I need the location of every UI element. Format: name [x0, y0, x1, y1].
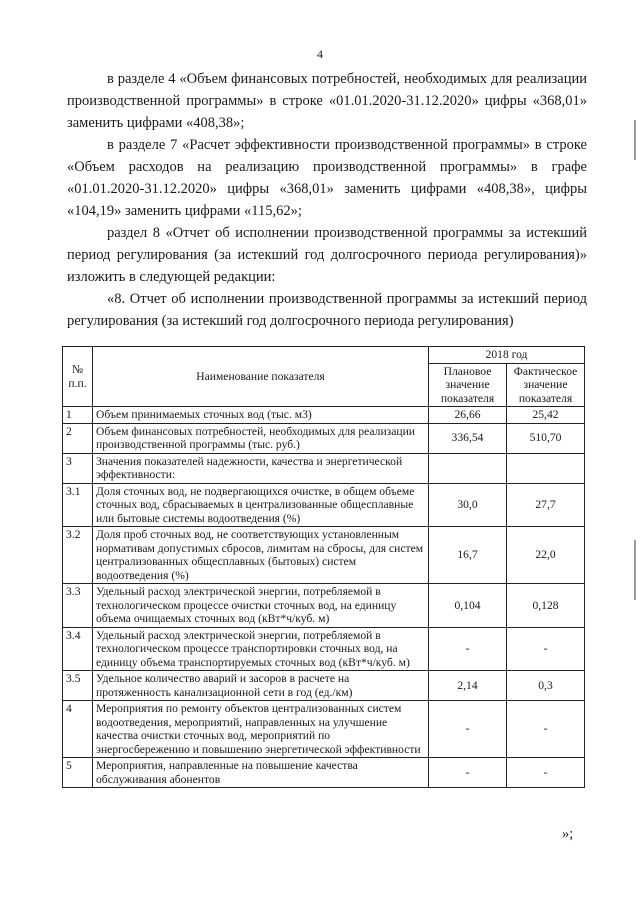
actual-value-cell: -: [507, 627, 585, 671]
paragraph-section-7: [67, 134, 587, 222]
actual-value-cell: -: [507, 758, 585, 788]
planned-value-cell: 30,0: [429, 483, 507, 527]
row-number-cell: 3.3: [63, 584, 93, 628]
planned-value-cell: -: [429, 627, 507, 671]
indicator-name-cell: Удельный расход электрической энергии, потребляемой в технологическом процессе транспортировки сточных вод, на единицу объема транспортируемых сточных вод (кВт*ч/куб. м): [93, 627, 429, 671]
planned-value-cell: 336,54: [429, 423, 507, 453]
paragraph-section-8: [67, 222, 587, 288]
indicator-name-cell: Объем принимаемых сточных вод (тыс. м3): [93, 407, 429, 424]
planned-value-cell: 16,7: [429, 527, 507, 584]
page-number: 4: [317, 47, 323, 61]
table-row: [63, 627, 585, 671]
actual-value-cell: [507, 453, 585, 483]
actual-value-cell: 25,42: [507, 407, 585, 424]
paragraph-text: в разделе 7 «Расчет эффективности производственной программы» в строке «Объем расходов на реализацию производственной программы» в графе «01.01.2020-31.12.2020» цифры «368,01» заменить цифрами «408,38», цифры «104,19» заменить цифрами «115,62»;: [67, 137, 587, 219]
paragraph-section-4: [67, 68, 587, 134]
indicator-name-cell: Мероприятия, направленные на повышение качества обслуживания абонентов: [93, 758, 429, 788]
actual-value-cell: -: [507, 701, 585, 758]
indicator-name-cell: Объем финансовых потребностей, необходимых для реализации производственной программы (тыс. руб.): [93, 423, 429, 453]
actual-value-cell: 0,3: [507, 671, 585, 701]
header-actual: Фактическое значение показателя: [507, 363, 585, 407]
row-number-cell: 3: [63, 453, 93, 483]
header-year: 2018 год: [429, 347, 585, 364]
row-number-cell: 3.2: [63, 527, 93, 584]
actual-value-cell: 22,0: [507, 527, 585, 584]
table-body: [63, 407, 585, 788]
row-number-cell: 3.1: [63, 483, 93, 527]
row-number-cell: 3.4: [63, 627, 93, 671]
header-name: Наименование показателя: [93, 347, 429, 407]
planned-value-cell: -: [429, 758, 507, 788]
table-row: [63, 423, 585, 453]
indicator-name-cell: Доля сточных вод, не подвергающихся очистке, в общем объеме сточных вод, сбрасываемых в централизованные общесплавные или бытовые системы водоотведения (%): [93, 483, 429, 527]
closing-quote-mark: »;: [562, 826, 574, 842]
paragraph-text: в разделе 4 «Объем финансовых потребностей, необходимых для реализации производственной программы» в строке «01.01.2020-31.12.2020» цифры «368,01» заменить цифрами «408,38»;: [67, 71, 587, 131]
table-row: [63, 584, 585, 628]
header-planned: Плановое значение показателя: [429, 363, 507, 407]
row-number-cell: 3.5: [63, 671, 93, 701]
table-row: [63, 483, 585, 527]
scan-edge-mark: [634, 120, 636, 160]
scan-edge-mark: [634, 540, 636, 600]
paragraph-text: «8. Отчет об исполнении производственной программы за истекший период регулирования (за истекший год долгосрочного периода регулирования): [67, 291, 587, 329]
table-row: [63, 758, 585, 788]
table-header-row: [63, 347, 585, 364]
table-row: [63, 527, 585, 584]
table-row: [63, 407, 585, 424]
row-number-cell: 4: [63, 701, 93, 758]
table-row: [63, 671, 585, 701]
actual-value-cell: 510,70: [507, 423, 585, 453]
planned-value-cell: 0,104: [429, 584, 507, 628]
row-number-cell: 1: [63, 407, 93, 424]
planned-value-cell: -: [429, 701, 507, 758]
row-number-cell: 2: [63, 423, 93, 453]
table-row: [63, 701, 585, 758]
planned-value-cell: 2,14: [429, 671, 507, 701]
report-heading: [67, 288, 587, 332]
actual-value-cell: 27,7: [507, 483, 585, 527]
indicator-name-cell: Удельный расход электрической энергии, потребляемой в технологическом процессе очистки сточных вод, на единицу объема очищаемых сточных вод (кВт*ч/куб. м): [93, 584, 429, 628]
indicator-name-cell: Удельное количество аварий и засоров в расчете на протяженность канализационной сети в год (ед./км): [93, 671, 429, 701]
indicator-name-cell: Мероприятия по ремонту объектов централизованных систем водоотведения, мероприятий, направленных на улучшение качества очистки сточных вод, мероприятий по энергосбережению и повышению энергетической эффективности: [93, 701, 429, 758]
planned-value-cell: 26,66: [429, 407, 507, 424]
table-row: [63, 453, 585, 483]
indicator-name-cell: Доля проб сточных вод, не соответствующих установленным нормативам допустимых сбросов, лимитам на сбросы, для систем централизованных общесплавных (бытовых) систем водоотведения (%): [93, 527, 429, 584]
planned-value-cell: [429, 453, 507, 483]
report-table: [62, 346, 585, 788]
header-num: № п.п.: [63, 347, 93, 407]
row-number-cell: 5: [63, 758, 93, 788]
paragraph-text: раздел 8 «Отчет об исполнении производственной программы за истекший период регулирования (за истекший год долгосрочного периода регулирования)» изложить в следующей редакции:: [67, 225, 587, 285]
indicator-name-cell: Значения показателей надежности, качества и энергетической эффективности:: [93, 453, 429, 483]
actual-value-cell: 0,128: [507, 584, 585, 628]
